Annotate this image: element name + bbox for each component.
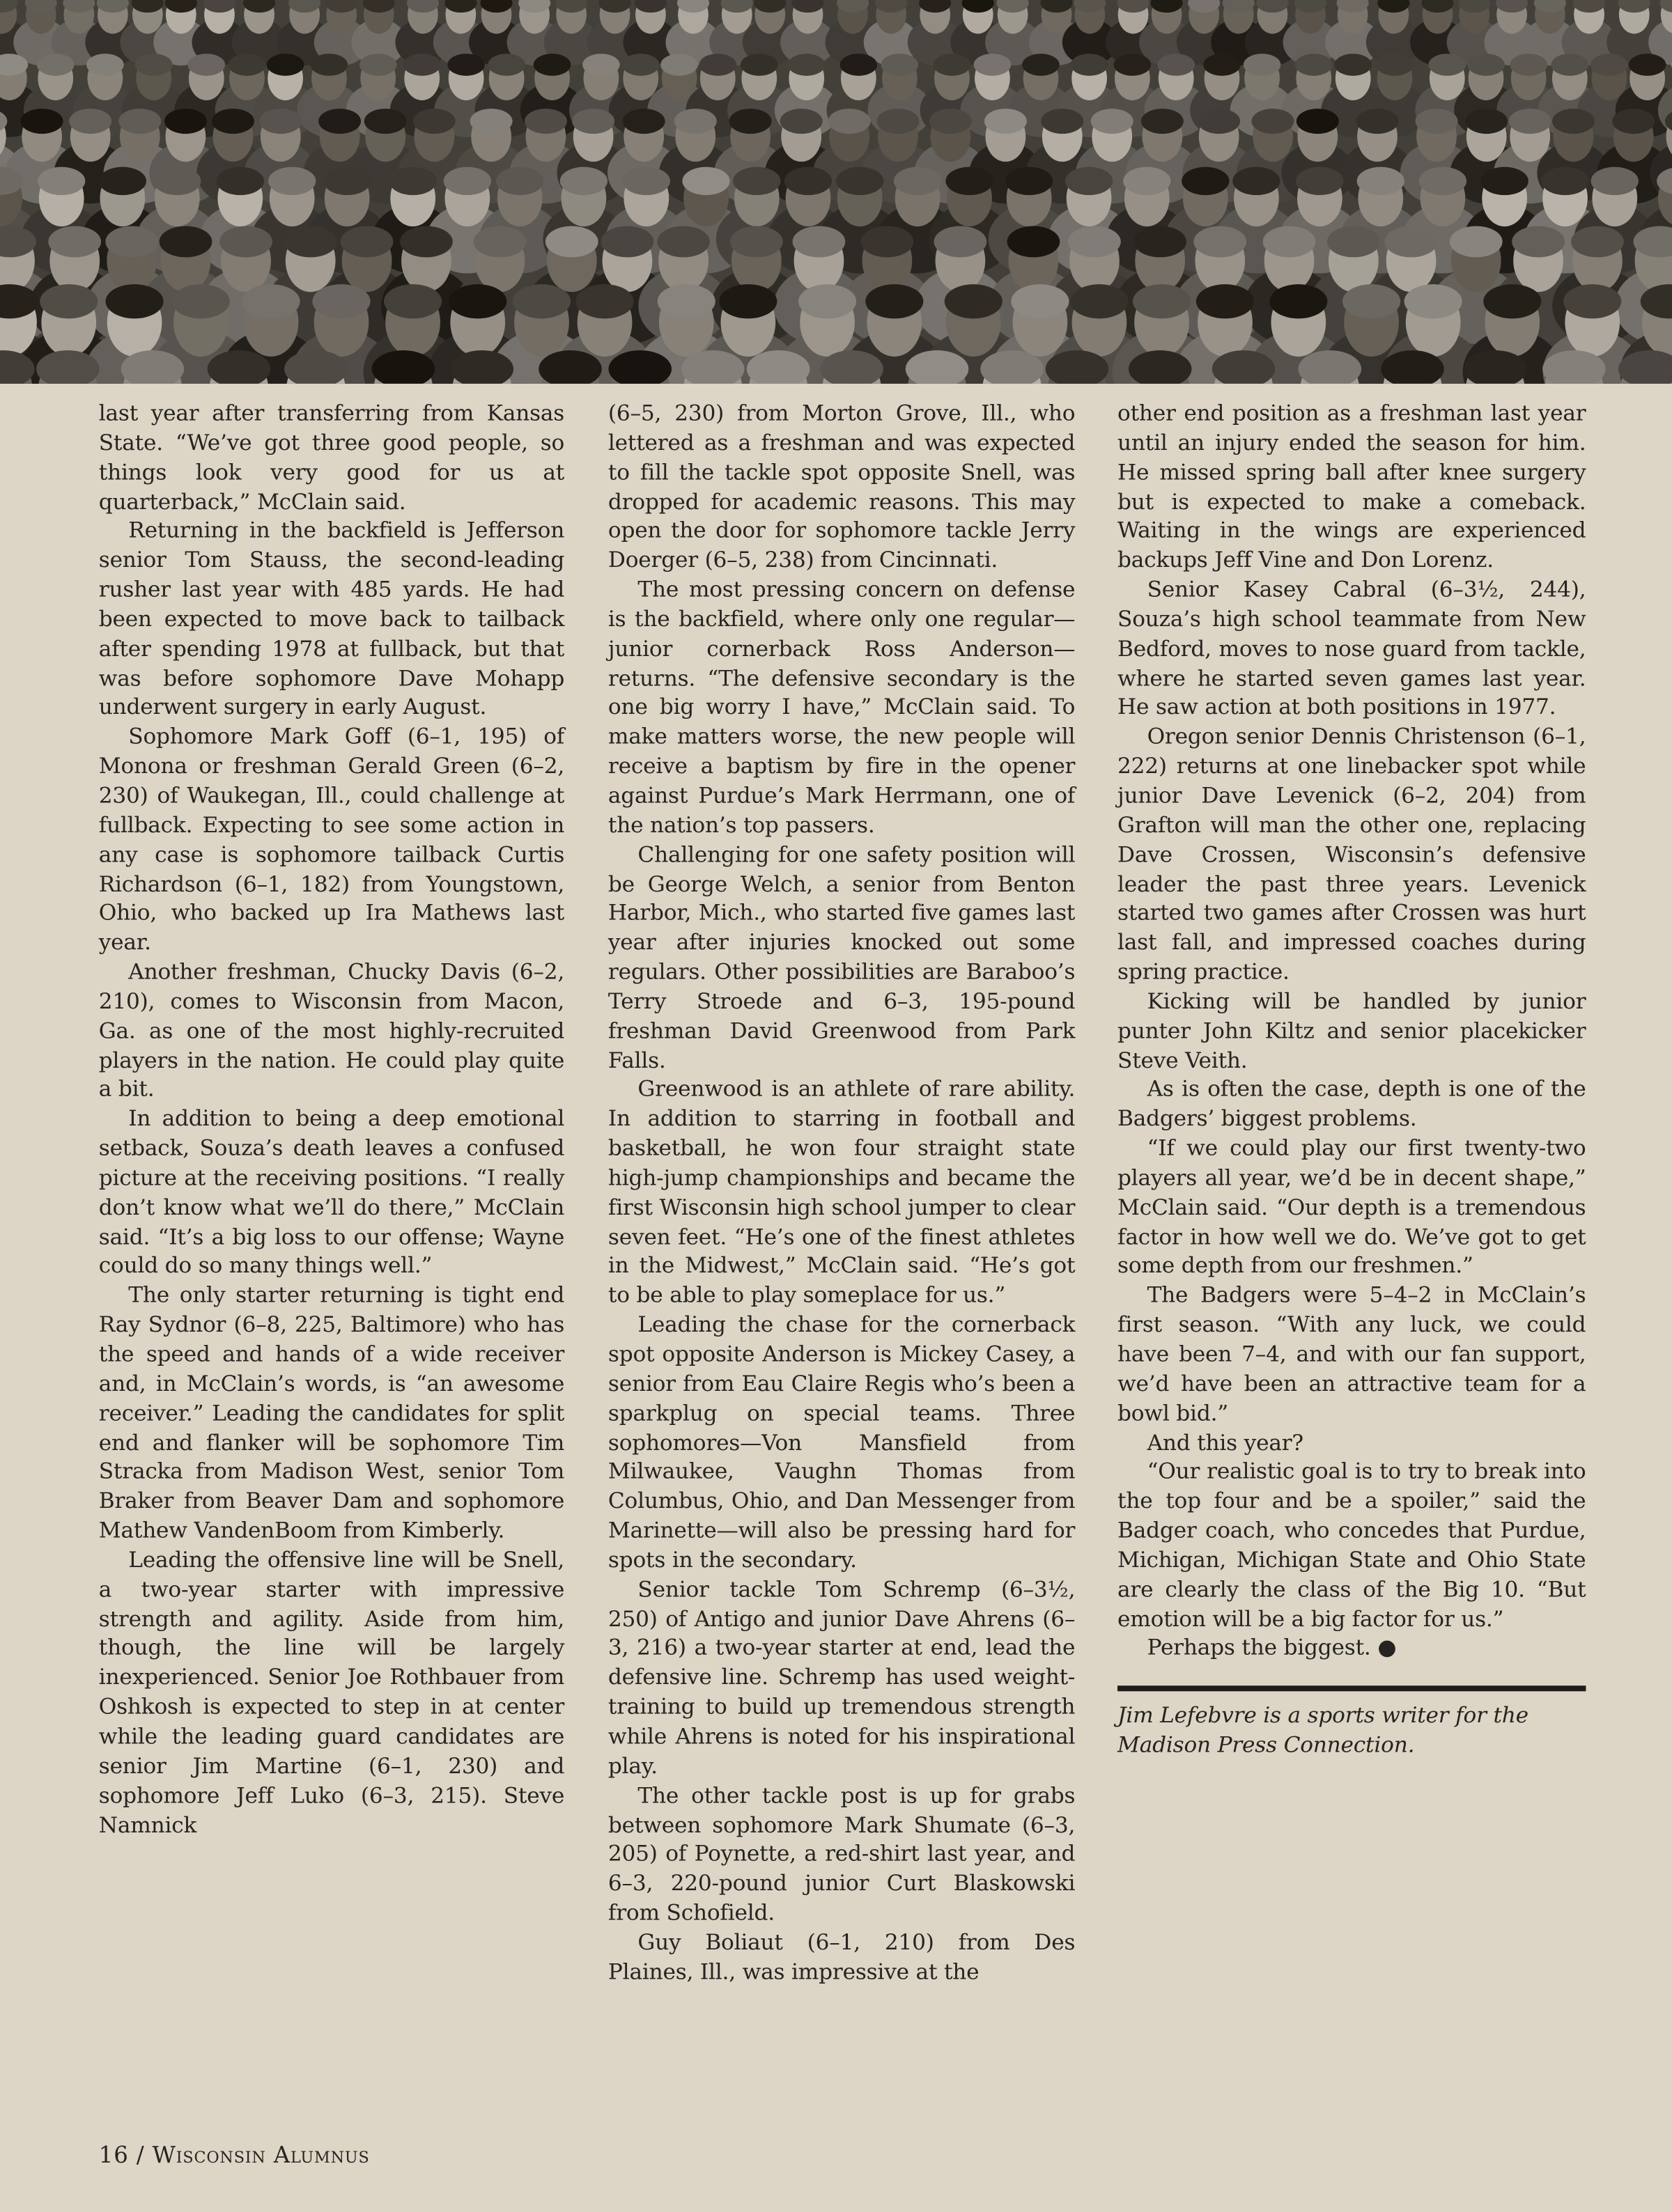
paragraph: last year after transferring from Kansas State. “We’ve got three good people, so things look very good for us at quarterback,” McClain said. <box>98 400 565 515</box>
paragraph: Senior tackle Tom Schremp (6–3½, 250) of Antigo and junior Dave Ahrens (6–3, 216) a two-year starter at end, lead the defensive line. Schremp has used weight-training to build up tremendous strength while Ahrens is noted for his inspirational play. <box>607 1576 1076 1779</box>
paragraph: Leading the offensive line will be Snell, a two-year starter with impressive strength and agility. Aside from him, though, the line will be largely inexperienced. Senior Joe Rothbauer from Oshkosh is expected to step in at center while the leading guard candidates are senior Jim Martine (6–1, 230) and sophomore Jeff Luko (6–3, 215). Steve Namnick <box>98 1547 565 1837</box>
paragraph: “If we could play our first twenty-two players all year, we’d be in decent shape,” McClain said. “Our depth is a tremendous factor in how well we do. We’ve got to get some depth from our freshmen.” <box>1117 1135 1586 1279</box>
article-column-3 <box>1117 399 1586 1760</box>
page-footer <box>99 2141 370 2167</box>
paragraph: Oregon senior Dennis Christenson (6–1, 222) returns at one linebacker spot while junior Dave Levenick (6–2, 204) from Grafton will man the other one, replacing Dave Crossen, Wisconsin’s defensive leader the past three years. Levenick started two games after Crossen was hurt last fall, and impressed coaches during spring practice. <box>1117 724 1586 985</box>
paragraph: And this year? <box>1147 1429 1303 1456</box>
paragraph: “Our realistic goal is to try to break into the top four and be a spoiler,” said the Badger coach, who concedes that Purdue, Michigan, Michigan State and Ohio State are clearly the class of the Big 10. “But emotion will be a big factor for us.” <box>1117 1458 1586 1632</box>
article-column-1 <box>99 399 564 1840</box>
crowd-illustration <box>0 0 1672 384</box>
paragraph: Leading the chase for the cornerback spot opposite Anderson is Mickey Casey, a senior from Eau Claire Regis who’s been a sparkplug on special teams. Three sophomores—Von Mansfield from Milwaukee, Vaughn Thomas from Columbus, Ohio, and Dan Messenger from Marinette—will also be pressing hard for spots in the secondary. <box>607 1311 1076 1573</box>
paragraph: Kicking will be handled by junior punter John Kiltz and senior placekicker Steve Veith. <box>1117 988 1586 1073</box>
paragraph: Senior Kasey Cabral (6–3½, 244), Souza’s high school teammate from New Bedford, moves to nose guard from tackle, where he started seven games last year. He saw action at both positions in 1977. <box>1117 577 1586 720</box>
paragraph: The other tackle post is up for grabs between sophomore Mark Shumate (6–3, 205) of Poynette, a red-shirt last year, and 6–3, 220-pound junior Curt Blaskowski from Schofield. <box>607 1782 1076 1926</box>
paragraph: In addition to being a deep emotional setback, Souza’s death leaves a confused picture at the receiving positions. “I really don’t know what we’ll do there,” McClain said. “It’s a big loss to our offense; Wayne could do so many things well.” <box>98 1106 565 1279</box>
paragraph: Returning in the backfield is Jefferson senior Tom Stauss, the second-leading rusher last year with 485 yards. He had been expected to move back to tailback after spending 1978 at fullback, but that was before sophomore Dave Mohapp underwent surgery in early August. <box>98 518 565 720</box>
paragraph: The most pressing concern on defense is the backfield, where only one regular—junior cornerback Ross Anderson—returns. “The defensive secondary is the one big worry I have,” McClain said. To make matters worse, the new people will receive a baptism by fire in the opener against Purdue’s Mark Herrmann, one of the nation’s top passers. <box>607 577 1076 838</box>
paragraph: Guy Boliaut (6–1, 210) from Des Plaines, Ill., was impressive at the <box>607 1929 1076 1985</box>
magazine-title: Wisconsin Alumnus <box>152 2141 370 2168</box>
paragraph: As is often the case, depth is one of the Badgers’ biggest problems. <box>1117 1077 1586 1132</box>
article-column-2 <box>608 399 1075 1987</box>
paragraph: (6–5, 230) from Morton Grove, Ill., who lettered as a freshman and was expected to fill the tackle spot opposite Snell, was dropped for academic reasons. This may open the door for sophomore tackle Jerry Doerger (6–5, 238) from Cincinnati. <box>607 400 1076 573</box>
page-number: 16 <box>98 2141 129 2168</box>
paragraph: Challenging for one safety position will be George Welch, a senior from Benton Harbor, Mich., who started five games last year after injuries knocked out some regulars. Other possibilities are Baraboo’s Terry Stroede and 6–3, 195-pound freshman David Greenwood from Park Falls. <box>607 841 1076 1073</box>
author-byline: Jim Lefebvre is a sports writer for the Madison Press Connection. <box>1117 1703 1528 1758</box>
paragraph: The only starter returning is tight end Ray Sydnor (6–8, 225, Baltimore) who has the speed and hands of a wide receiver and, in McClain’s words, is “an awesome receiver.” Leading the candidates for split end and flanker will be sophomore Tim Stracka from Madison West, senior Tom Braker from Beaver Dam and sophomore Mathew VandenBoom from Kimberly. <box>98 1282 565 1543</box>
paragraph: Sophomore Mark Goff (6–1, 195) of Monona or freshman Gerald Green (6–2, 230) of Waukegan, Ill., could challenge at fullback. Expecting to see some action in any case is sophomore tailback Curtis Richardson (6–1, 182) from Youngstown, Ohio, who backed up Ira Mathews last year. <box>98 724 565 956</box>
paragraph: Another freshman, Chucky Davis (6–2, 210), comes to Wisconsin from Macon, Ga. as one of the most highly-recruited players in the nation. He could play quite a bit. <box>98 959 565 1103</box>
paragraph: Greenwood is an athlete of rare ability. In addition to starring in football and basketball, he won four straight state high-jump championships and became the first Wisconsin high school jumper to clear seven feet. “He’s one of the finest athletes in the Midwest,” McClain said. “He’s got to be able to play someplace for us.” <box>607 1077 1076 1309</box>
paragraph: The Badgers were 5–4–2 in McClain’s first season. “With any luck, we could have been 7–4, and with our fan support, we’d have been an attractive team for a bowl bid.” <box>1117 1282 1586 1426</box>
paragraph: other end position as a freshman last year until an injury ended the season for him. He missed spring ball after knee surgery but is expected to make a comeback. Waiting in the wings are experienced backups Jeff Vine and Don Lorenz. <box>1117 400 1586 573</box>
byline-rule <box>1117 1686 1586 1692</box>
paragraph: Perhaps the biggest. ● <box>1147 1635 1397 1661</box>
football-crowd-photo <box>0 0 1672 384</box>
footer-separator: / <box>136 2141 145 2168</box>
